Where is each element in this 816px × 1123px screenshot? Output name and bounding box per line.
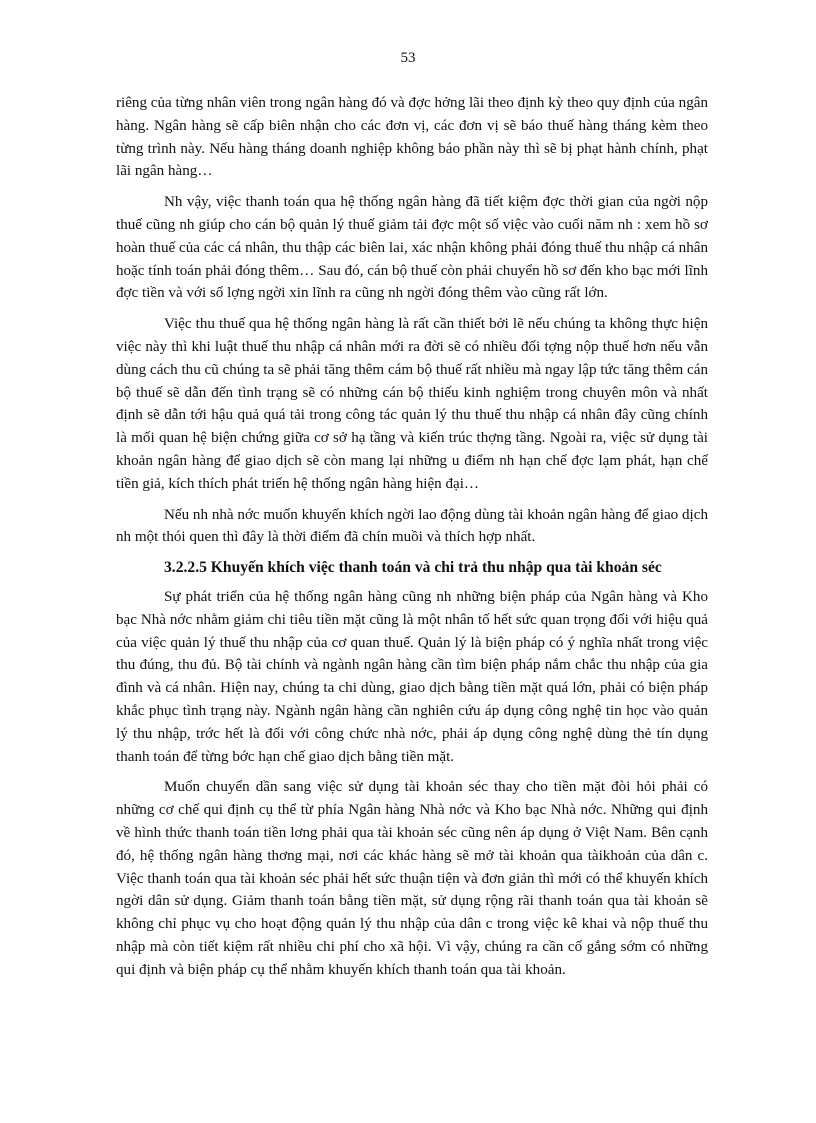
- paragraph: Muốn chuyển dần sang việc sử dụng tài khoản séc thay cho tiền mặt đòi hỏi phải có những cơ chế qui định cụ thể từ phía Ngân hàng Nhà nớc và Kho bạc Nhà nớc. Những qui định về hình thức thanh toán tiền lơng phải qua tài khoản séc cũng nên áp dụng ở Việt Nam. Bên cạnh đó, hệ thống ngân hàng thơng mại, nơi các khác hàng sẽ mở tài khoản qua tàikhoản của dân c. Việc thanh toán qua tài khoản séc phải hết sức thuận tiện và đơn giản thì mới có thể khuyến khích ngời dân sử dụng. Giảm thanh toán bằng tiền mặt, sử dụng rộng rãi thanh toán qua tài khoản sẽ không chỉ phục vụ cho hoạt động quản lý thu nhập của dân c trong việc kê khai và nộp thuế thu nhập mà còn tiết kiệm rất nhiều chi phí cho xã hội. Vì vậy, chúng ra cần cố gắng sớm có những qui định và biện pháp cụ thể nhằm khuyến khích thanh toán qua tài khoản.: [116, 779, 708, 978]
- paragraph: Sự phát triển của hệ thống ngân hàng cũng nh những biện pháp của Ngân hàng và Kho bạc Nhà nớc nhằm giảm chi tiêu tiền mặt cũng là một nhân tố hết sức quan trọng đối với hiệu quả của việc quản lý thuế thu nhập của cơ quan thuế. Quản lý là biện pháp có ý nghĩa nhất trong việc thu đúng, thu đủ. Bộ tài chính và ngành ngân hàng cần tìm biện pháp nắm chắc thu nhập của gia đình và cá nhân. Hiện nay, chúng ta chi dùng, giao dịch bằng tiền mặt quá lớn, phải có biện pháp khắc phục tình trạng này. Ngành ngân hàng cần nghiên cứu áp dụng công nghệ tin học vào quản lý thu nhập, trớc hết là đối với công chức nhà nớc, phải áp dụng công nghệ dùng thẻ tín dụng thanh toán để từng bớc hạn chế giao dịch bằng tiền mặt.: [116, 588, 708, 765]
- paragraph: Nếu nh nhà nớc muốn khuyến khích ngời lao động dùng tài khoản ngân hàng để giao dịch nh một thói quen thì đây là thời điểm đã chín muồi và thích hợp nhất.: [116, 506, 708, 546]
- section-heading: 3.2.2.5 Khuyến khích việc thanh toán và chi trả thu nhập qua tài khoản séc: [164, 559, 662, 577]
- page-number: 53: [400, 50, 416, 66]
- paragraph: Việc thu thuế qua hệ thống ngân hàng là rất cần thiết bởi lẽ nếu chúng ta không thực hiện việc này thì khi luật thuế thu nhập cá nhân mới ra đời sẽ có nhiều đối tợng nộp thuế hơn nếu vẫn dùng cách thu cũ chúng ta sẽ phải tăng thêm cám bộ thuế rất nhiều mà ngay lập tức tăng thêm cán bộ thuế sẽ dẫn đến tình trạng sẽ có những cán bộ thiếu kinh nghiệm trong chuyên môn và nhất định sẽ dẫn tới hậu quả quá tải trong công tác quản lý thu thuế thu nhập cá nhân đây cũng chính là mối quan hệ biện chứng giữa cơ sở hạ tầng và kiến trúc thợng tầng. Ngoài ra, việc sử dụng tài khoản ngân hàng để giao dịch sẽ còn mang lại những u điểm nh hạn chế đợc lạm phát, hạn chế tiền giả, kích thích phát triển hệ thống ngân hàng hiện đại…: [116, 316, 708, 492]
- document-body: [116, 92, 708, 989]
- paragraph: riêng của từng nhân viên trong ngân hàng đó và đợc hởng lãi theo định kỳ theo quy định của ngân hàng. Ngân hàng sẽ cấp biên nhận cho các đơn vị, các đơn vị sẽ báo thuế hàng tháng kèm theo từng trình này. Nếu hàng tháng doanh nghiệp không báo phần này thì sẽ bị phạt hành chính, phạt lãi ngân hàng…: [116, 95, 708, 180]
- paragraph: Nh vậy, việc thanh toán qua hệ thống ngân hàng đã tiết kiệm đợc thời gian của ngời nộp thuế cũng nh giúp cho cán bộ quản lý thuế giảm tải đợc một số việc vào cuối năm nh : xem hồ sơ hoàn thuế của các cá nhân, thu thập các biên lai, xác nhận không phải đóng thuế thu nhập cá nhân hoặc tính toán phải đóng thêm… Sau đó, cán bộ thuế còn phải chuyển hồ sơ đến kho bạc mới lĩnh đợc tiền và với số lợng ngời xin lĩnh ra cũng nh ngời đóng thêm vào cũng rất lớn.: [116, 194, 708, 302]
